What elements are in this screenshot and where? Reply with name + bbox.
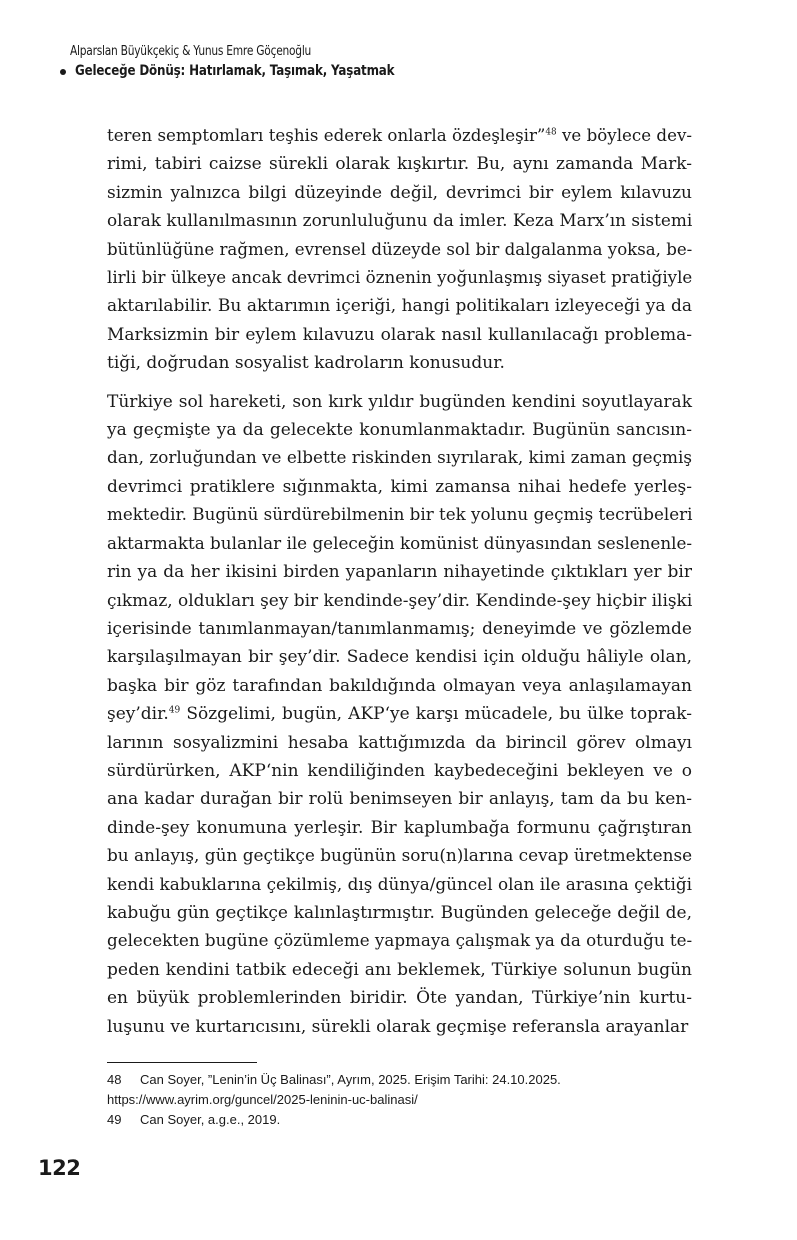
text-segment: olarak kullanılmasının zorunluluğunu da imler. Keza Marx’ın sistemi: [107, 211, 693, 232]
text-segment: kendi kabuklarına çekilmiş, dış dünya/güncel olan ile arasına çektiği: [107, 874, 692, 895]
footnotes: [107, 1070, 697, 1130]
text-segment: karşılaşılmayan bir şey’dir. Sadece kendisi için olduğu hâliyle olan,: [107, 647, 692, 668]
text-line: [107, 587, 692, 615]
text-line: [107, 292, 692, 320]
text-segment: mektedir. Bugünü sürdürebilmenin bir tek yolunu geçmiş tecrübeleri: [107, 505, 693, 526]
text-segment: dinde-şey konumuna yerleşir. Bir kaplumbağa formunu çağrıştıran: [107, 817, 692, 838]
text-line: [107, 321, 692, 349]
text-segment: ve böylece dev-: [556, 126, 692, 146]
bullet-icon: [60, 69, 66, 75]
text-segment: içerisinde tanımlanmayan/tanımlanmamış; deneyimde ve gözlemde: [107, 618, 692, 639]
text-segment: aktarılabilir. Bu aktarımın içeriği, hangi politikaları izleyeceği ya da: [107, 296, 692, 317]
text-segment: sizmin yalnızca bilgi düzeyinde değil, devrimci bir eylem kılavuzu: [107, 182, 692, 203]
page-number: 122: [38, 1156, 81, 1180]
text-line: [107, 236, 692, 264]
text-segment: devrimci pratiklere sığınmakta, kimi zamansa nihai hedefe yerleş-: [107, 476, 692, 497]
text-segment: rin ya da her ikisini birden yapanların nihayetinde çıktıkları yer bir: [107, 562, 692, 583]
footnote-number: 49: [107, 1112, 122, 1127]
footnote-divider: [107, 1062, 257, 1063]
text-line: [107, 785, 692, 813]
text-segment: Sözgelimi, bugün, AKP‘ye karşı mücadele, bu ülke toprak-: [180, 704, 692, 725]
body-text: [107, 122, 692, 1041]
footnote-text: Can Soyer, ”Lenin’in Üç Balinası”, Ayrım, 2025. Erişim Tarihi: 24.10.2025.: [140, 1072, 561, 1087]
text-line: [107, 122, 692, 150]
text-line: [107, 349, 692, 377]
header-book-title: Geleceğe Dönüş: Hatırlamak, Taşımak, Yaşatmak: [75, 63, 395, 79]
text-segment: çıkmaz, oldukları şey bir kendinde-şey’dir. Kendinde-şey hiçbir ilişki: [107, 590, 693, 611]
footnote-48: [107, 1070, 697, 1090]
text-segment: ya geçmişte ya da gelecekte konumlanmaktadır. Bugünün sancısın-: [107, 420, 692, 441]
text-segment: rimi, tabiri caizse sürekli olarak kışkırtır. Bu, aynı zamanda Mark-: [107, 154, 692, 175]
text-segment: aktarmakta bulanlar ile geleceğin komünist dünyasından seslenenle-: [107, 533, 693, 554]
text-segment: şey’dir.: [107, 704, 169, 725]
text-line: [107, 899, 692, 927]
running-header: [60, 44, 451, 79]
paragraph: [107, 122, 692, 378]
text-segment: başka bir göz tarafından bakıldığında olmayan veya anlaşılamayan: [107, 675, 692, 696]
text-segment: bütünlüğüne rağmen, evrensel düzeyde sol bir dalgalanma yoksa, be-: [107, 239, 693, 260]
text-segment: tiği, doğrudan sosyalist kadroların konusudur.: [107, 353, 505, 374]
text-segment: larının sosyalizmini hesaba kattığımızda da birincil görev olmayı: [107, 732, 692, 753]
text-segment: dan, zorluğundan ve elbette riskinden sıyrılarak, kimi zaman geçmiş: [107, 448, 692, 469]
text-line: [107, 842, 692, 870]
text-line: [107, 444, 692, 472]
text-line: [107, 984, 692, 1012]
text-segment: kabuğu gün geçtikçe kalınlaştırmıştır. Bugünden geleceğe değil de,: [107, 902, 692, 923]
text-line: [107, 150, 692, 178]
header-title-row: [60, 63, 451, 79]
text-line: [107, 207, 692, 235]
text-line: [107, 473, 692, 501]
footnote-text: Can Soyer, a.g.e., 2019.: [140, 1112, 281, 1127]
text-line: [107, 530, 692, 558]
text-line: [107, 416, 692, 444]
text-segment: lirli bir ülkeye ancak devrimci öznenin yoğunlaşmış siyaset pratiğiyle: [107, 268, 693, 289]
text-line: [107, 672, 692, 700]
paragraph: [107, 388, 692, 1041]
footnote-49: [107, 1110, 697, 1130]
footnote-ref[interactable]: 49: [168, 705, 181, 716]
text-segment: ana kadar durağan bir rolü benimseyen bir anlayış, tam da bu ken-: [107, 789, 692, 810]
text-segment: gelecekten bugüne çözümleme yapmaya çalışmak ya da oturduğu te-: [107, 931, 693, 952]
text-segment: peden kendini tatbik edeceği anı beklemek, Türkiye solunun bugün: [107, 959, 692, 980]
header-authors: Alparslan Büyükçekiç & Yunus Emre Göçenoğlu: [70, 44, 312, 59]
text-segment: Türkiye sol hareketi, son kırk yıldır bugünden kendini soyutlayarak: [107, 391, 692, 412]
text-segment: en büyük problemlerinden biridir. Öte yandan, Türkiye’nin kurtu-: [107, 988, 692, 1009]
text-line: [107, 558, 692, 586]
text-segment: bu anlayış, gün geçtikçe bugünün soru(n)larına cevap üretmektense: [107, 846, 693, 867]
text-line: [107, 1013, 692, 1041]
text-segment: sürdürürken, AKP‘nin kendiliğinden kaybedeceğini bekleyen ve o: [107, 760, 692, 781]
text-line: [107, 501, 692, 529]
text-segment: teren semptomları teşhis ederek onlarla özdeşleşir”: [107, 126, 546, 146]
text-line: [107, 264, 692, 292]
footnote-url[interactable]: https://www.ayrim.org/guncel/2025-leninin-uc-balinasi/: [107, 1092, 418, 1107]
footnote-ref[interactable]: 48: [545, 127, 557, 138]
text-segment: Marksizmin bir eylem kılavuzu olarak nasıl kullanılacağı problema-: [107, 324, 692, 345]
footnote-number: 48: [107, 1072, 122, 1087]
text-line: [107, 179, 692, 207]
text-line: [107, 871, 692, 899]
text-line: [107, 814, 692, 842]
text-line: [107, 615, 692, 643]
text-line: [107, 757, 692, 785]
text-line: [107, 927, 692, 955]
text-line: [107, 956, 692, 984]
text-line: [107, 388, 692, 416]
text-line: [107, 729, 692, 757]
text-line: [107, 643, 692, 671]
text-line: [107, 700, 692, 728]
text-segment: luşunu ve kurtarıcısını, sürekli olarak geçmişe referansla arayanlar: [107, 1016, 689, 1037]
